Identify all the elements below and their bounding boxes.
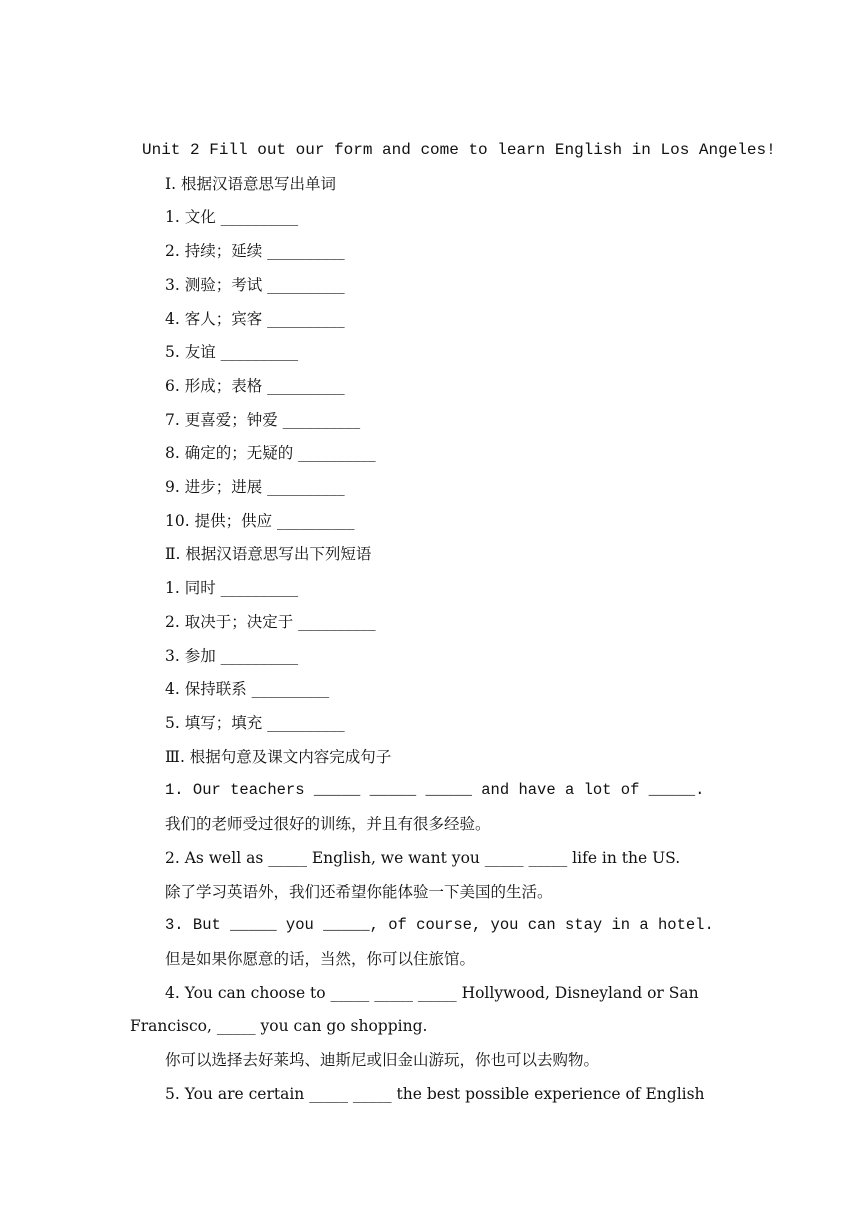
sentence-1-english: 1. Our teachers _____ _____ _____ and have a lot of _____. (165, 781, 705, 799)
section-1-item: 8. 确定的；无疑的 __________ (165, 444, 376, 462)
section-1-item: 5. 友谊 __________ (165, 343, 299, 361)
section-1-item: 10. 提供；供应 __________ (165, 512, 355, 530)
section-3-heading: Ⅲ. 根据句意及课文内容完成句子 (165, 748, 392, 766)
section-2-item: 4. 保持联系 __________ (165, 680, 330, 698)
section-1-item: 2. 持续；延续 __________ (165, 242, 345, 260)
sentence-2-english: 2. As well as _____ English, we want you _____ _____ life in the US. (165, 849, 681, 867)
page-title: Unit 2 Fill out our form and come to learn English in Los Angeles! (142, 141, 776, 159)
section-1-item: 1. 文化 __________ (165, 208, 299, 226)
sentence-1-chinese: 我们的老师受过很好的训练，并且有很多经验。 (165, 815, 491, 833)
sentence-2-chinese: 除了学习英语外，我们还希望你能体验一下美国的生活。 (165, 883, 553, 901)
section-1-item: 3. 测验；考试 __________ (165, 276, 345, 294)
sentence-5-english: 5. You are certain _____ _____ the best possible experience of English (165, 1085, 705, 1103)
section-2-item: 2. 取决于；决定于 __________ (165, 613, 376, 631)
sentence-4-english-continued: Francisco, _____ you can go shopping. (130, 1017, 428, 1035)
section-1-item: 7. 更喜爱；钟爱 __________ (165, 411, 361, 429)
section-2-item: 3. 参加 __________ (165, 647, 299, 665)
sentence-4-english: 4. You can choose to _____ _____ _____ Hollywood, Disneyland or San (165, 984, 699, 1002)
section-2-item: 1. 同时 __________ (165, 579, 299, 597)
section-2-item: 5. 填写；填充 __________ (165, 714, 345, 732)
sentence-3-chinese: 但是如果你愿意的话，当然，你可以住旅馆。 (165, 950, 476, 968)
section-1-item: 4. 客人；宾客 __________ (165, 310, 345, 328)
section-1-heading: Ⅰ. 根据汉语意思写出单词 (165, 175, 336, 193)
section-1-item: 9. 进步；进展 __________ (165, 478, 345, 496)
sentence-3-english: 3. But _____ you _____, of course, you can stay in a hotel. (165, 916, 714, 934)
section-1-item: 6. 形成；表格 __________ (165, 377, 345, 395)
sentence-4-chinese: 你可以选择去好莱坞、迪斯尼或旧金山游玩，你也可以去购物。 (165, 1051, 600, 1069)
section-2-heading: Ⅱ. 根据汉语意思写出下列短语 (165, 545, 372, 563)
